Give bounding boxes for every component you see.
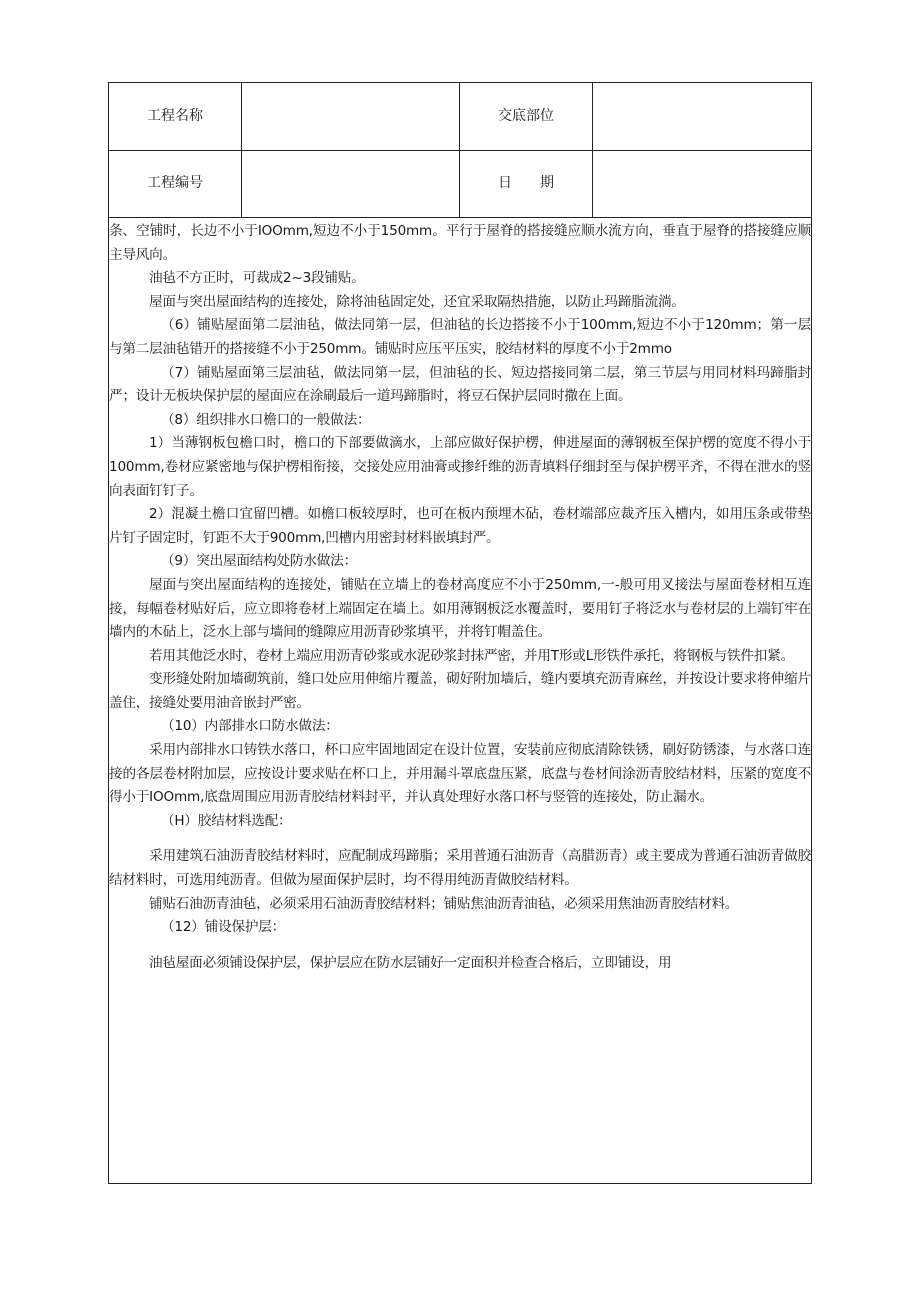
column-divider [592, 83, 593, 217]
paragraph: 采用内部排水口铸铁水落口，杯口应牢固地固定在设计位置，安装前应彻底清除铁锈，刷好防锈漆，与水落口连接的各层卷材附加层，应按设计要求贴在杯口上，并用漏斗罩底盘压紧，底盘与卷材间涂沥青胶结材料，压紧的宽度不得小于IOOmm,底盘周围应用沥青胶结材料封平，并认真处理好水落口杯与竖管的连接处，防止漏水。 [109, 742, 811, 806]
paragraph: 油毡屋面必须铺设保护层，保护层应在防水层铺好一定面积并检查合格后，立即铺设，用 [149, 954, 672, 971]
paragraph: 铺贴石油沥青油毡，必须采用石油沥青胶结材料；铺贴焦油沥青油毡，必须采用焦油沥青胶结材料。 [149, 895, 739, 912]
paragraph: 屋面与突出屋面结构的连接处，铺贴在立墙上的卷材高度应不小于250mm,一-般可用叉接法与屋面卷材相互连接，每幅卷材贴好后，应立即将卷材上端固定在墙上。如用薄钢板泛水覆盖时，要用钉子将泛水与卷材层的上端钉牢在墙内的木砧上，泛水上部与墙间的缝隙应用沥青砂浆填平，并将钉帽盖住。 [109, 576, 811, 641]
section-heading: （8）组织排水口檐口的一般做法： [161, 411, 371, 428]
paragraph: 1）当薄钢板包檐口时，檐口的下部要做滴水，上部应做好保护楞，伸进屋面的薄钢板至保护楞的宽度不得小于100mm,卷材应紧密地与保护楞相衔接，交接处应用油膏或掺纤维的沥青填料仔细封至与保护楞平齐，不得在泄水的竖向表面钉钉子。 [109, 435, 811, 499]
section-heading: （10）内部排水口防水做法： [161, 718, 339, 735]
column-divider [241, 83, 242, 217]
paragraph: 条、空铺时，长边不小于IOOmm,短边不小于150mm。平行于屋脊的搭接缝应顺水流方向，垂直于屋脊的搭接缝应顺主导风向。 [109, 223, 811, 263]
project-name-label: 工程名称 [147, 108, 203, 124]
paragraph: （6）铺贴屋面第二层油毡，做法同第一层，但油毡的长边搭接不小于100mm,短边不小于120mm；第一层与第二层油毡错开的搭接缝不小于250mm。铺贴时应压平压实，胶结材料的厚度不小于2mmo [109, 317, 811, 357]
paragraph: 采用建筑石油沥青胶结材料时，应配制成玛蹄脂；采用普通石油沥青（高腊沥青）或主要成为普通石油沥青做胶结材料时，可选用纯沥青。但做为屋面保护层时，均不得用纯沥青做胶结材料。 [109, 848, 811, 889]
section-heading: （H）胶结材料选配： [161, 812, 292, 829]
paragraph: 屋面与突出屋面结构的连接处，除将油毡固定处，还宜采取隔热措施，以防止玛蹄脂流淌。 [149, 293, 685, 310]
paragraph: 若用其他泛水时，卷材上端应用沥青砂浆或水泥砂浆封抹严密，并用T形或L形铁件承托，将钢板与铁件扣紧。 [149, 647, 794, 664]
handover-form [108, 82, 812, 1184]
handover-part-label: 交底部位 [498, 108, 554, 124]
paragraph: 2）混凝土檐口宜留凹槽。如檐口板较厚时，也可在板内预埋木砧，卷材端部应裁齐压入槽内，如用压条或带垫片钉子固定时，钉距不大于900mm,凹槽内用密封材料嵌填封严。 [109, 506, 811, 546]
form-body [109, 218, 811, 1183]
section-heading: （12）铺设保护层： [161, 919, 286, 936]
date-label: 日 期 [498, 175, 554, 191]
project-no-label: 工程编号 [147, 175, 203, 191]
form-header [109, 83, 811, 218]
paragraph: （7）铺贴屋面第三层油毡，做法同第一层，但油毡的长、短边搭接同第二层，第三节层与用同材料玛蹄脂封严；设计无板块保护层的屋面应在涂刷最后一道玛蹄脂时，将豆石保护层同时撒在上面。 [109, 364, 811, 405]
date-field[interactable] [593, 150, 811, 217]
paragraph: 油毡不方正时，可裁成2~3段铺贴。 [149, 270, 365, 287]
paragraph: 变形缝处附加墙砌筑前，缝口处应用伸缩片覆盖，砌好附加墙后，缝内要填充沥青麻丝，并按设计要求将伸缩片盖住，接缝处要用油音嵌封严密。 [109, 671, 811, 711]
header-row-2 [109, 150, 811, 218]
project-name-field[interactable] [242, 83, 459, 150]
header-row-1 [109, 83, 811, 151]
section-heading: （9）突出屋面结构处防水做法： [161, 553, 357, 570]
handover-part-field[interactable] [593, 83, 811, 150]
project-no-field[interactable] [242, 150, 459, 217]
column-divider [459, 83, 460, 217]
